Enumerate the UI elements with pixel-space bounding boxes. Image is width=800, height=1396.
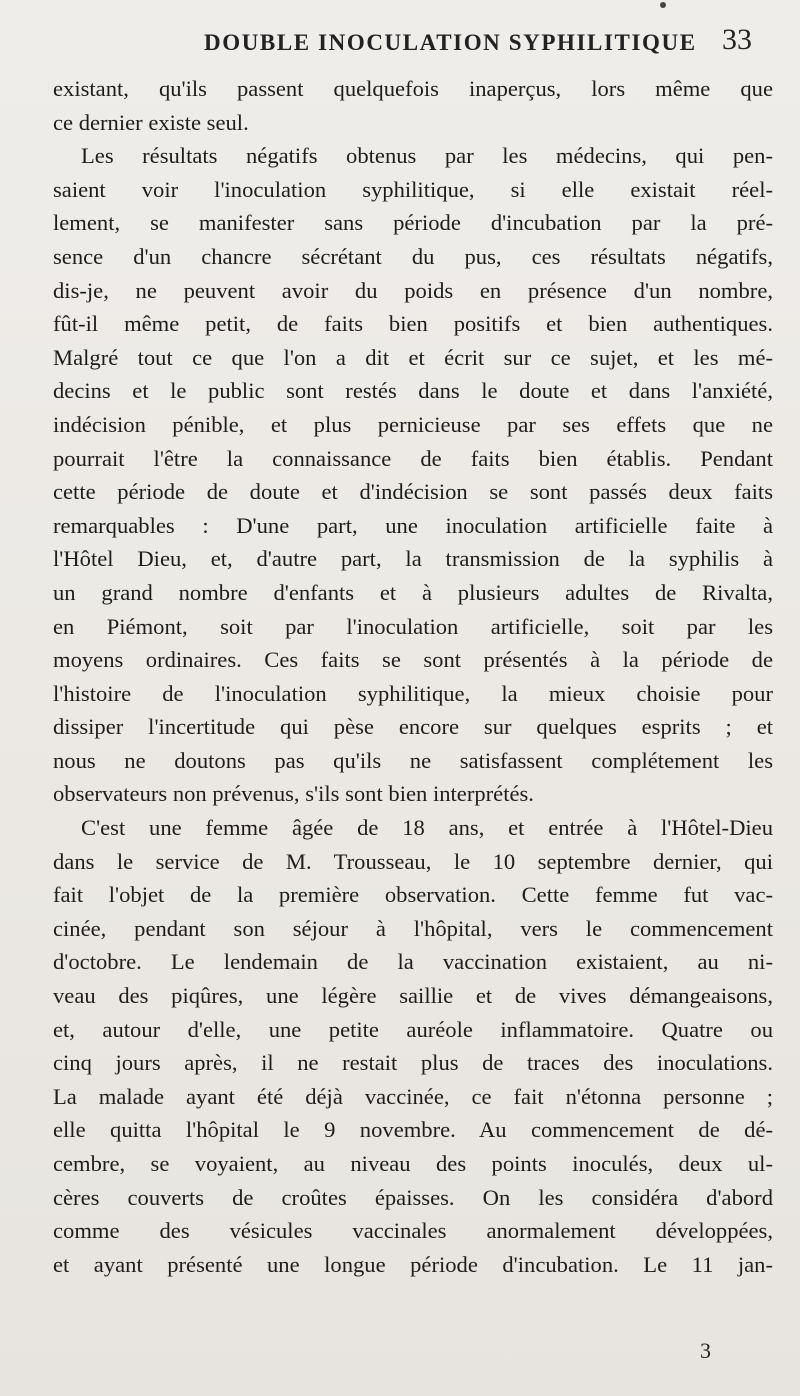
text-line: un grand nombre d'enfants et à plusieurs adultes de Rivalta, [53, 579, 773, 605]
text-line: saient voir l'inoculation syphilitique, si elle existait réel- [53, 176, 773, 202]
text-line: nous ne doutons pas qu'ils ne satisfassent complétement les [53, 747, 773, 773]
text-line: l'histoire de l'inoculation syphilitique, la mieux choisie pour [53, 680, 773, 706]
text-line: observateurs non prévenus, s'ils sont bien interprétés. [53, 781, 534, 807]
text-line: Les résultats négatifs obtenus par les médecins, qui pen- [81, 143, 773, 169]
text-line: C'est une femme âgée de 18 ans, et entrée à l'Hôtel-Dieu [81, 815, 773, 841]
text-line: lement, se manifester sans période d'incubation par la pré- [53, 210, 773, 236]
ink-dot [660, 2, 666, 8]
text-line: dis-je, ne peuvent avoir du poids en présence d'un nombre, [53, 277, 773, 303]
text-line: et, autour d'elle, une petite auréole inflammatoire. Quatre ou [53, 1016, 773, 1042]
text-line: existant, qu'ils passent quelquefois inaperçus, lors même que [53, 76, 773, 101]
text-line: et ayant présenté une longue période d'incubation. Le 11 jan- [53, 1251, 773, 1277]
text-line: d'octobre. Le lendemain de la vaccination existaient, au ni- [53, 949, 773, 975]
text-line: sence d'un chancre sécrétant du pus, ces résultats négatifs, [53, 243, 773, 269]
text-line: cères couverts de croûtes épaisses. On les considéra d'abord [53, 1184, 773, 1210]
text-line: l'Hôtel Dieu, et, d'autre part, la transmission de la syphilis à [53, 546, 773, 572]
page-number: 33 [722, 23, 752, 56]
text-line: cembre, se voyaient, au niveau des points inoculés, deux ul- [53, 1151, 773, 1176]
text-line: remarquables : D'une part, une inoculation artificielle faite à [53, 512, 773, 538]
text-line: dissiper l'incertitude qui pèse encore sur quelques esprits ; et [53, 714, 773, 740]
text-line: ce dernier existe seul. [53, 109, 249, 135]
text-line: dans le service de M. Trousseau, le 10 septembre dernier, qui [53, 848, 773, 874]
text-line: cinée, pendant son séjour à l'hôpital, vers le commencement [53, 915, 773, 941]
text-line: Malgré tout ce que l'on a dit et écrit sur ce sujet, et les mé- [53, 344, 773, 370]
text-line: elle quitta l'hôpital le 9 novembre. Au commencement de dé- [53, 1117, 773, 1143]
text-line: comme des vésicules vaccinales anormalement développées, [53, 1218, 773, 1244]
text-line: fût-il même petit, de faits bien positifs et bien authentiques. [53, 311, 773, 337]
running-head: DOUBLE INOCULATION SYPHILITIQUE [204, 30, 697, 55]
text-line: en Piémont, soit par l'inoculation artificielle, soit par les [53, 613, 773, 639]
text-line: La malade ayant été déjà vaccinée, ce fait n'étonna personne ; [53, 1083, 773, 1109]
body-text [53, 72, 773, 1281]
text-line: indécision pénible, et plus pernicieuse par ses effets que ne [53, 411, 773, 437]
text-line: cinq jours après, il ne restait plus de traces des inoculations. [53, 1050, 773, 1076]
text-line: moyens ordinaires. Ces faits se sont présentés à la période de [53, 647, 773, 673]
text-line: pourrait l'être la connaissance de faits bien établis. Pendant [53, 445, 773, 471]
text-line: veau des piqûres, une légère saillie et de vives démangeaisons, [53, 983, 773, 1009]
text-line: fait l'objet de la première observation. Cette femme fut vac- [53, 882, 773, 908]
text-line: cette période de doute et d'indécision se sont passés deux faits [53, 479, 773, 505]
text-line: decins et le public sont restés dans le doute et dans l'anxiété, [53, 378, 773, 404]
signature-mark: 3 [700, 1338, 711, 1363]
